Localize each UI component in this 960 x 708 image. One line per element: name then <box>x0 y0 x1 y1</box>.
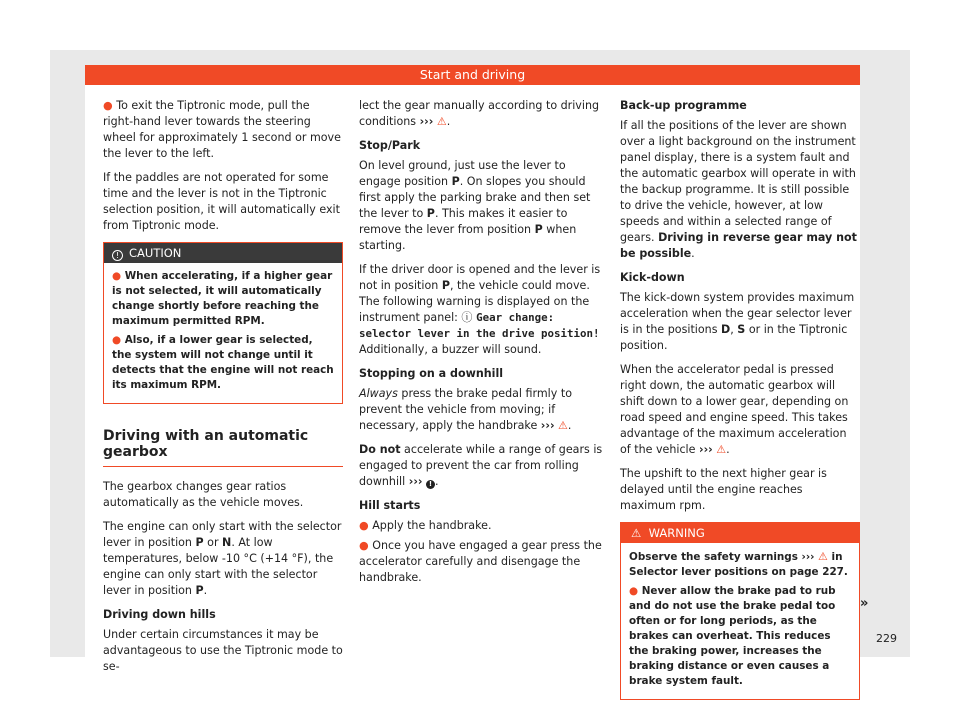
chapter-header: Start and driving <box>85 65 860 85</box>
paragraph-level-ground: On level ground, just use the lever to engage position P. On slopes you should first apply the parking brake and then set the lever to P. This makes it easier to remove the lever from position P when starting. <box>359 159 591 252</box>
info-circle-icon: ! <box>112 250 123 261</box>
caution-body <box>104 263 342 403</box>
paragraph-gear-ratios: The gearbox changes gear ratios automatically as the vehicle moves. <box>103 480 304 509</box>
caution-header: ! CAUTION <box>104 243 342 263</box>
list-item: ● Apply the handbrake. <box>359 519 492 532</box>
reference-arrows: ››› <box>419 115 434 128</box>
subheading-stopping-downhill: Stopping on a downhill <box>359 367 504 380</box>
column-1 <box>103 98 343 683</box>
paragraph-accelerator: When the accelerator pedal is pressed right down, the automatic gearbox will shift down to a lower gear, depending on road speed and engine speed. This takes advantage of the maximum acceleration of the vehicle ››› ⚠. <box>620 363 849 456</box>
warning-body <box>621 543 859 699</box>
warning-triangle-icon: ⚠ <box>716 443 727 456</box>
section-title: Driving with an automatic gearbox <box>103 428 343 467</box>
reference-arrows: ››› <box>699 443 713 456</box>
warning-triangle-icon: ⚠ <box>818 550 828 563</box>
bullet-icon: ● <box>629 585 639 597</box>
paragraph-do-not-accelerate: Do not accelerate while a range of gears is engaged to prevent the car from rolling downhill ››› ! . <box>359 443 603 488</box>
continue-marker: » <box>860 596 869 611</box>
list-item: ● Once you have engaged a gear press the accelerator carefully and disengage the handbrake. <box>359 539 602 584</box>
info-icon: ⓘ <box>461 311 473 324</box>
subheading-hill-starts: Hill starts <box>359 499 421 512</box>
warning-item: ● Never allow the brake pad to rub and do not use the brake pedal too often or for long periods, as the brakes can overheat. This reduces the braking power, increases the braking distance or even causes a brake system fault. <box>629 585 836 687</box>
paragraph-paddles: If the paddles are not operated for some time and the lever is not in the Tiptronic selection position, it will automatically exit from Tiptronic mode. <box>103 171 340 232</box>
bullet-icon: ● <box>112 334 122 346</box>
warning-triangle-icon: ⚠ <box>436 115 447 128</box>
column-2 <box>359 98 603 594</box>
caution-item: ● When accelerating, if a higher gear is not selected, it will automatically change shortly before reaching the maximum permitted RPM. <box>112 270 333 327</box>
bullet-icon: ● <box>359 539 369 552</box>
warning-triangle-icon: ⚠ <box>631 526 642 540</box>
warning-header: ⚠ WARNING <box>621 523 859 543</box>
warning-item: Observe the safety warnings ››› ⚠ in Selector lever positions on page 227. <box>629 550 848 578</box>
bullet-icon: ● <box>359 519 369 532</box>
page-number: 229 <box>876 632 897 645</box>
paragraph-downhill: Under certain circumstances it may be advantageous to use the Tiptronic mode to se- <box>103 628 343 673</box>
subheading-kickdown: Kick-down <box>620 271 685 284</box>
note-icon: ! <box>426 480 435 489</box>
reference-arrows: ››› <box>408 475 423 488</box>
paragraph-exit-tiptronic: ● To exit the Tiptronic mode, pull the right-hand lever towards the steering wheel for approximately 1 second or move the lever to the left. <box>103 99 341 160</box>
caution-item: ● Also, if a lower gear is selected, the system will not change until it detects that the engine will not reach its maximum RPM. <box>112 334 334 391</box>
bullet-icon: ● <box>112 270 122 282</box>
subheading-backup: Back-up programme <box>620 99 747 112</box>
warning-triangle-icon: ⚠ <box>558 419 568 432</box>
warning-box <box>620 522 860 700</box>
reference-arrows: ››› <box>540 419 555 432</box>
column-3 <box>620 98 860 700</box>
subheading-stop-park: Stop/Park <box>359 139 421 152</box>
paragraph-driver-door: If the driver door is opened and the lever is not in position P, the vehicle could move. The following warning is displayed on the instrument panel: ⓘ Gear change: selector lever in the drive position! Additionally, a buzzer will sound. <box>359 263 601 356</box>
paragraph-backup: If all the positions of the lever are shown over a light background on the instrument panel display, there is a system fault and the automatic gearbox will operate in with the backup programme. It is still possible to drive the vehicle, however, at low speeds and within a selected range of gears. Driving in reverse gear may not be possible. <box>620 119 857 260</box>
subheading-downhill: Driving down hills <box>103 608 216 621</box>
paragraph-kickdown: The kick-down system provides maximum acceleration when the gear selector lever is in the positions D, S or in the Tiptronic position. <box>620 291 855 352</box>
paragraph-always-brake: Always press the brake pedal firmly to prevent the vehicle from moving; if necessary, apply the handbrake ››› ⚠. <box>359 387 572 432</box>
paragraph-engine-start: The engine can only start with the selector lever in position P or N. At low temperatures, below -10 °C (+14 °F), the engine can only start with the selector lever in position P. <box>103 520 342 597</box>
paragraph-upshift: The upshift to the next higher gear is delayed until the engine reaches maximum rpm. <box>620 467 827 512</box>
caution-box <box>103 242 343 404</box>
paragraph-gear-manual: lect the gear manually according to driving conditions ››› ⚠. <box>359 99 600 128</box>
bullet-icon: ● <box>103 99 113 112</box>
